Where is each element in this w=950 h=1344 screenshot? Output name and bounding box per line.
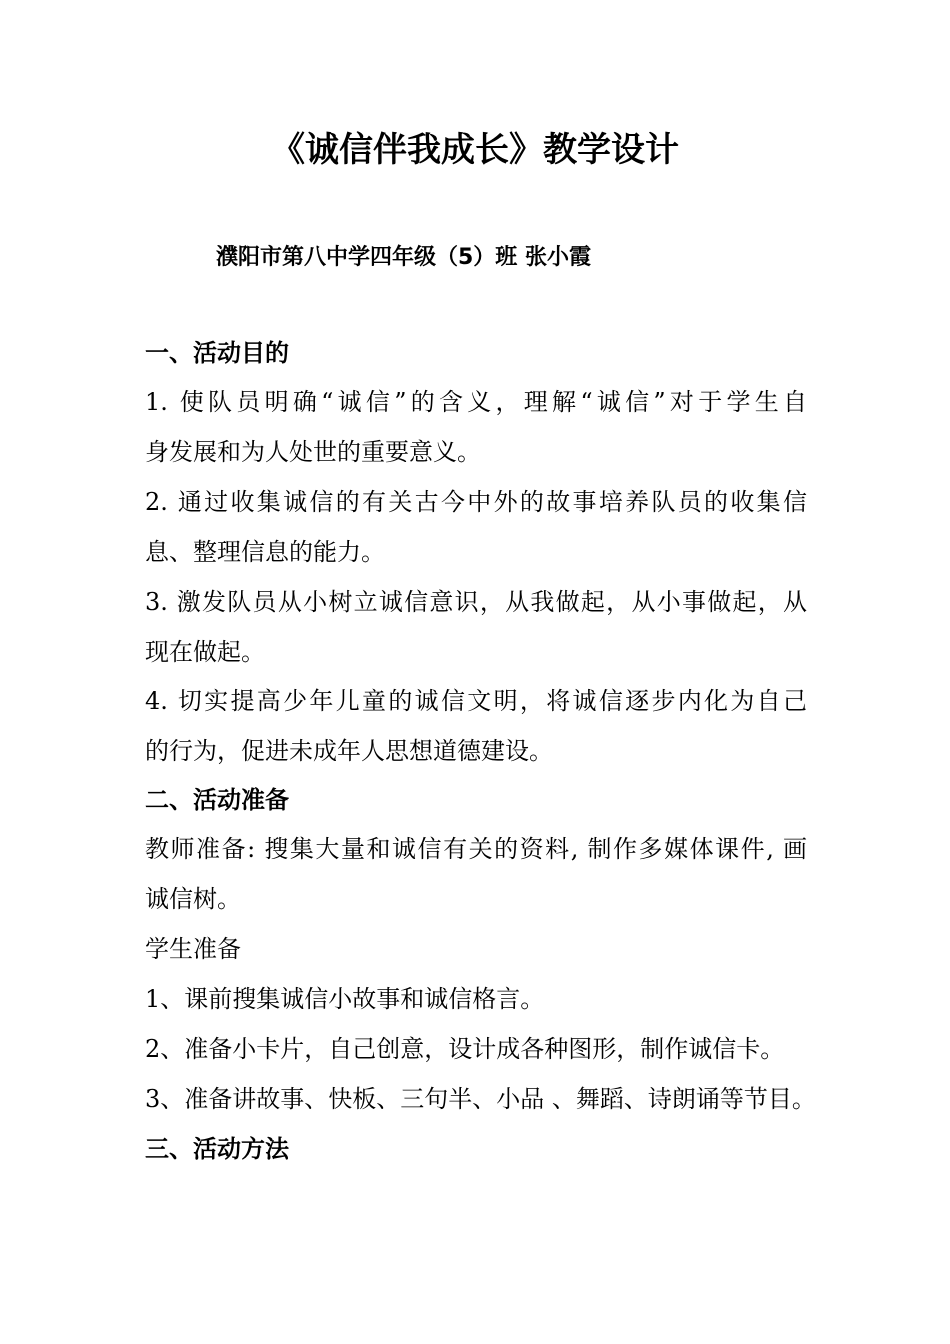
- preparation-line-4: 1、课前搜集诚信小故事和诚信格言。: [145, 985, 545, 1013]
- purpose-line-3: 2. 通过收集诚信的有关古今中外的故事培养队员的收集信: [145, 488, 807, 516]
- section-heading-preparation: 二、活动准备: [145, 786, 289, 814]
- purpose-line-4: 息、整理信息的能力。: [145, 538, 385, 566]
- document-title: 《诚信伴我成长》教学设计: [271, 130, 679, 170]
- purpose-line-2: 身发展和为人处世的重要意义。: [145, 438, 481, 466]
- section-heading-purpose: 一、活动目的: [145, 339, 289, 367]
- author-line: 濮阳市第八中学四年级（5）班 张小霞: [216, 245, 591, 270]
- preparation-line-6: 3、准备讲故事、快板、三句半、小品 、舞蹈、诗朗诵等节目。: [145, 1085, 816, 1113]
- preparation-line-5: 2、准备小卡片，自己创意，设计成各种图形，制作诚信卡。: [145, 1035, 785, 1063]
- purpose-line-1: 1. 使队员明确“诚信”的含义，理解“诚信”对于学生自: [145, 388, 807, 416]
- section-heading-method: 三、活动方法: [145, 1135, 289, 1163]
- preparation-line-1: 教师准备: 搜集大量和诚信有关的资料, 制作多媒体课件, 画: [145, 835, 807, 863]
- purpose-line-6: 现在做起。: [145, 638, 265, 666]
- preparation-line-3: 学生准备: [145, 935, 241, 963]
- purpose-line-7: 4. 切实提高少年儿童的诚信文明，将诚信逐步内化为自己: [145, 687, 807, 715]
- purpose-line-5: 3. 激发队员从小树立诚信意识，从我做起，从小事做起，从: [145, 588, 807, 616]
- purpose-line-8: 的行为，促进未成年人思想道德建设。: [145, 737, 553, 765]
- preparation-line-2: 诚信树。: [145, 885, 241, 913]
